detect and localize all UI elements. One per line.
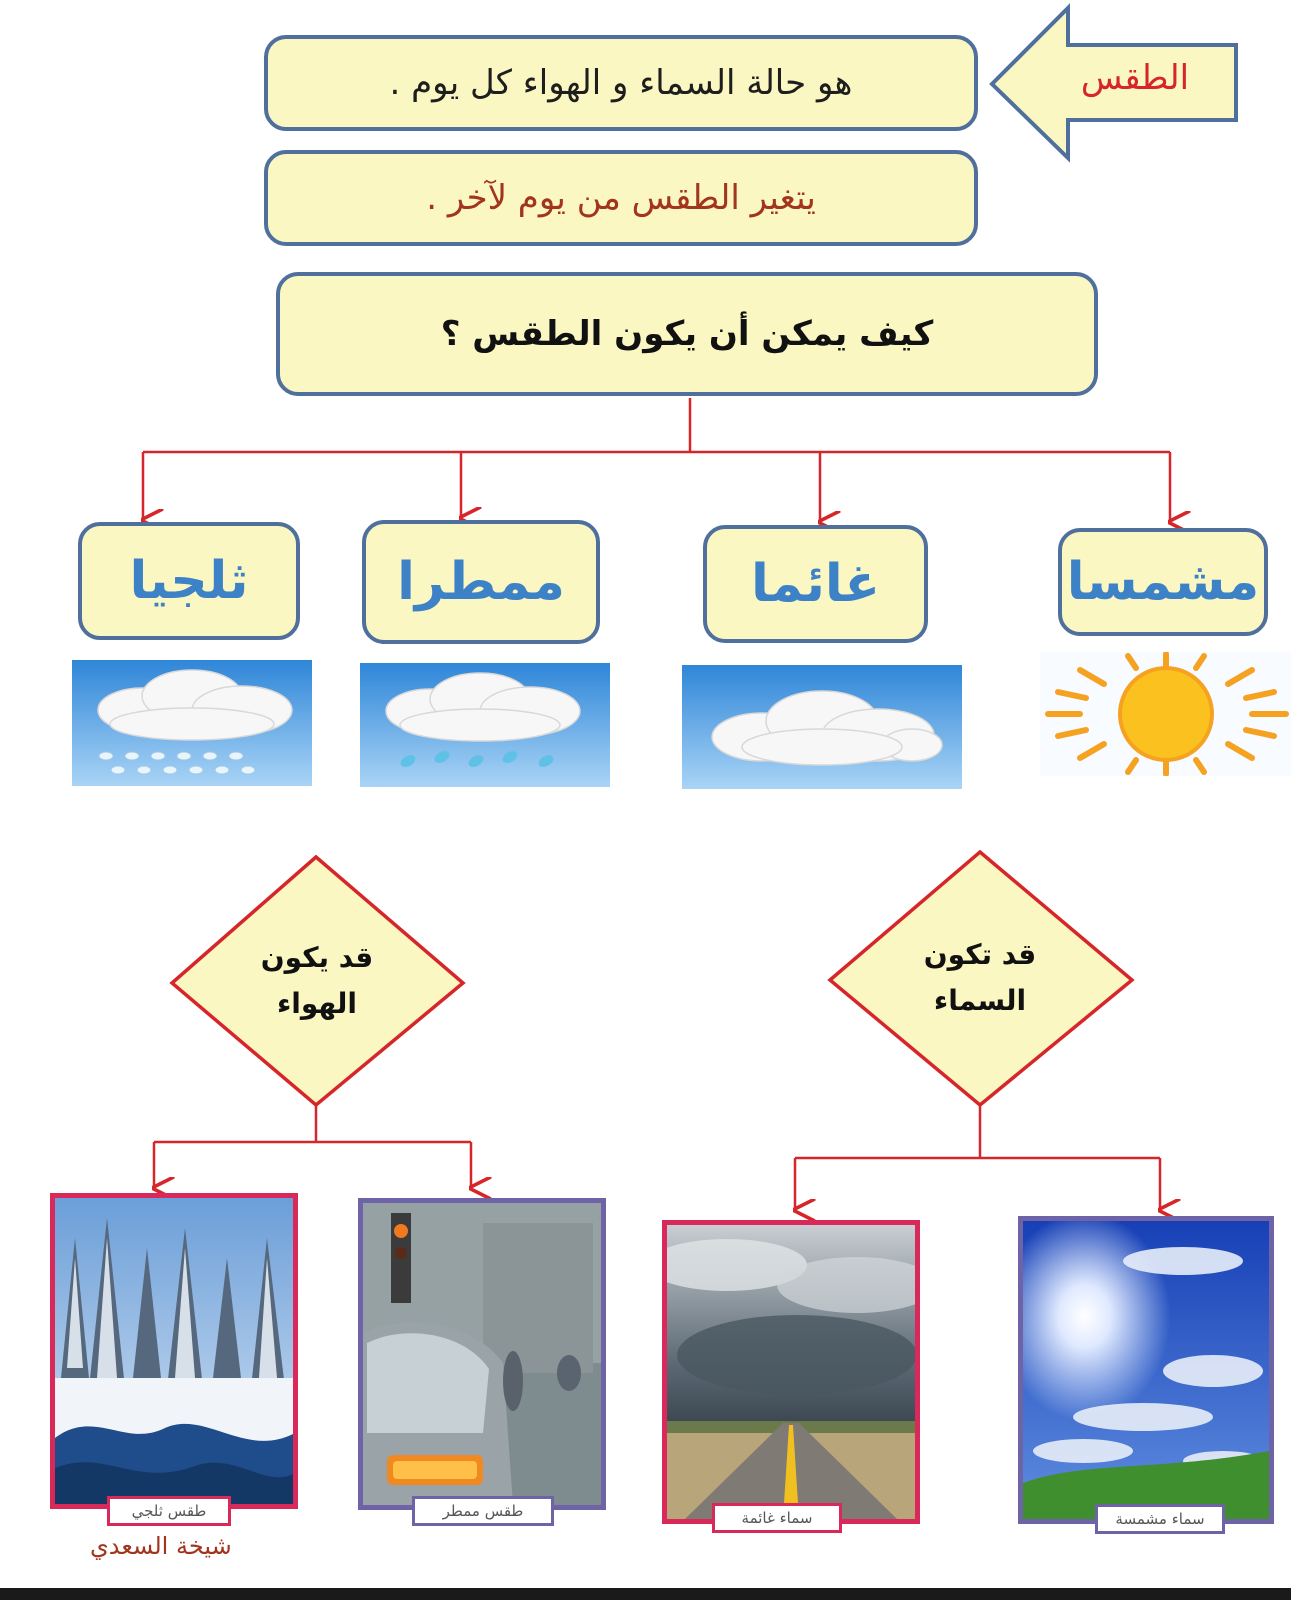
change-text: يتغير الطقس من يوم لآخر . — [426, 178, 816, 218]
author-name: شيخة السعدي — [90, 1532, 232, 1560]
snow-cloud-icon — [72, 660, 312, 786]
category-rainy-label: ممطرا — [397, 552, 565, 612]
sky-line2: السماء — [933, 984, 1027, 1017]
snowy-forest-photo — [50, 1193, 298, 1509]
category-connectors — [143, 398, 1170, 522]
cloudy-road-photo — [662, 1220, 920, 1524]
question-text: كيف يمكن أن يكون الطقس ؟ — [440, 314, 934, 354]
rainy-street-photo — [358, 1198, 606, 1510]
sunny-caption: سماء مشمسة — [1095, 1504, 1225, 1534]
photo-connectors — [154, 1105, 1160, 1210]
snowy-caption: طقس ثلجي — [107, 1496, 231, 1526]
category-sunny-box — [1058, 528, 1268, 636]
cloudy-caption: سماء غائمة — [712, 1503, 842, 1533]
air-line2: الهواء — [276, 987, 358, 1020]
question-box — [276, 272, 1098, 396]
rain-cloud-icon — [360, 663, 610, 787]
category-cloudy-label: غائما — [751, 554, 880, 614]
definition-box — [264, 35, 978, 131]
topic-label: الطقس — [1080, 58, 1190, 98]
sky-line1: قد تكون — [923, 938, 1037, 971]
category-snowy-label: ثلجيا — [129, 551, 249, 611]
bottom-bar — [0, 1588, 1291, 1600]
category-rainy-box — [362, 520, 600, 644]
air-diamond-text — [222, 935, 412, 1027]
definition-text: هو حالة السماء و الهواء كل يوم . — [389, 63, 853, 103]
category-snowy-box — [78, 522, 300, 640]
rainy-caption: طقس ممطر — [412, 1496, 554, 1526]
cloud-icon — [682, 665, 962, 789]
sunny-sky-photo — [1018, 1216, 1274, 1524]
category-cloudy-box — [703, 525, 928, 643]
air-line1: قد يكون — [260, 941, 374, 974]
category-sunny-label: مشمسا — [1066, 552, 1260, 612]
sky-diamond-text — [885, 932, 1075, 1024]
sun-icon — [1040, 652, 1291, 776]
change-box — [264, 150, 978, 246]
